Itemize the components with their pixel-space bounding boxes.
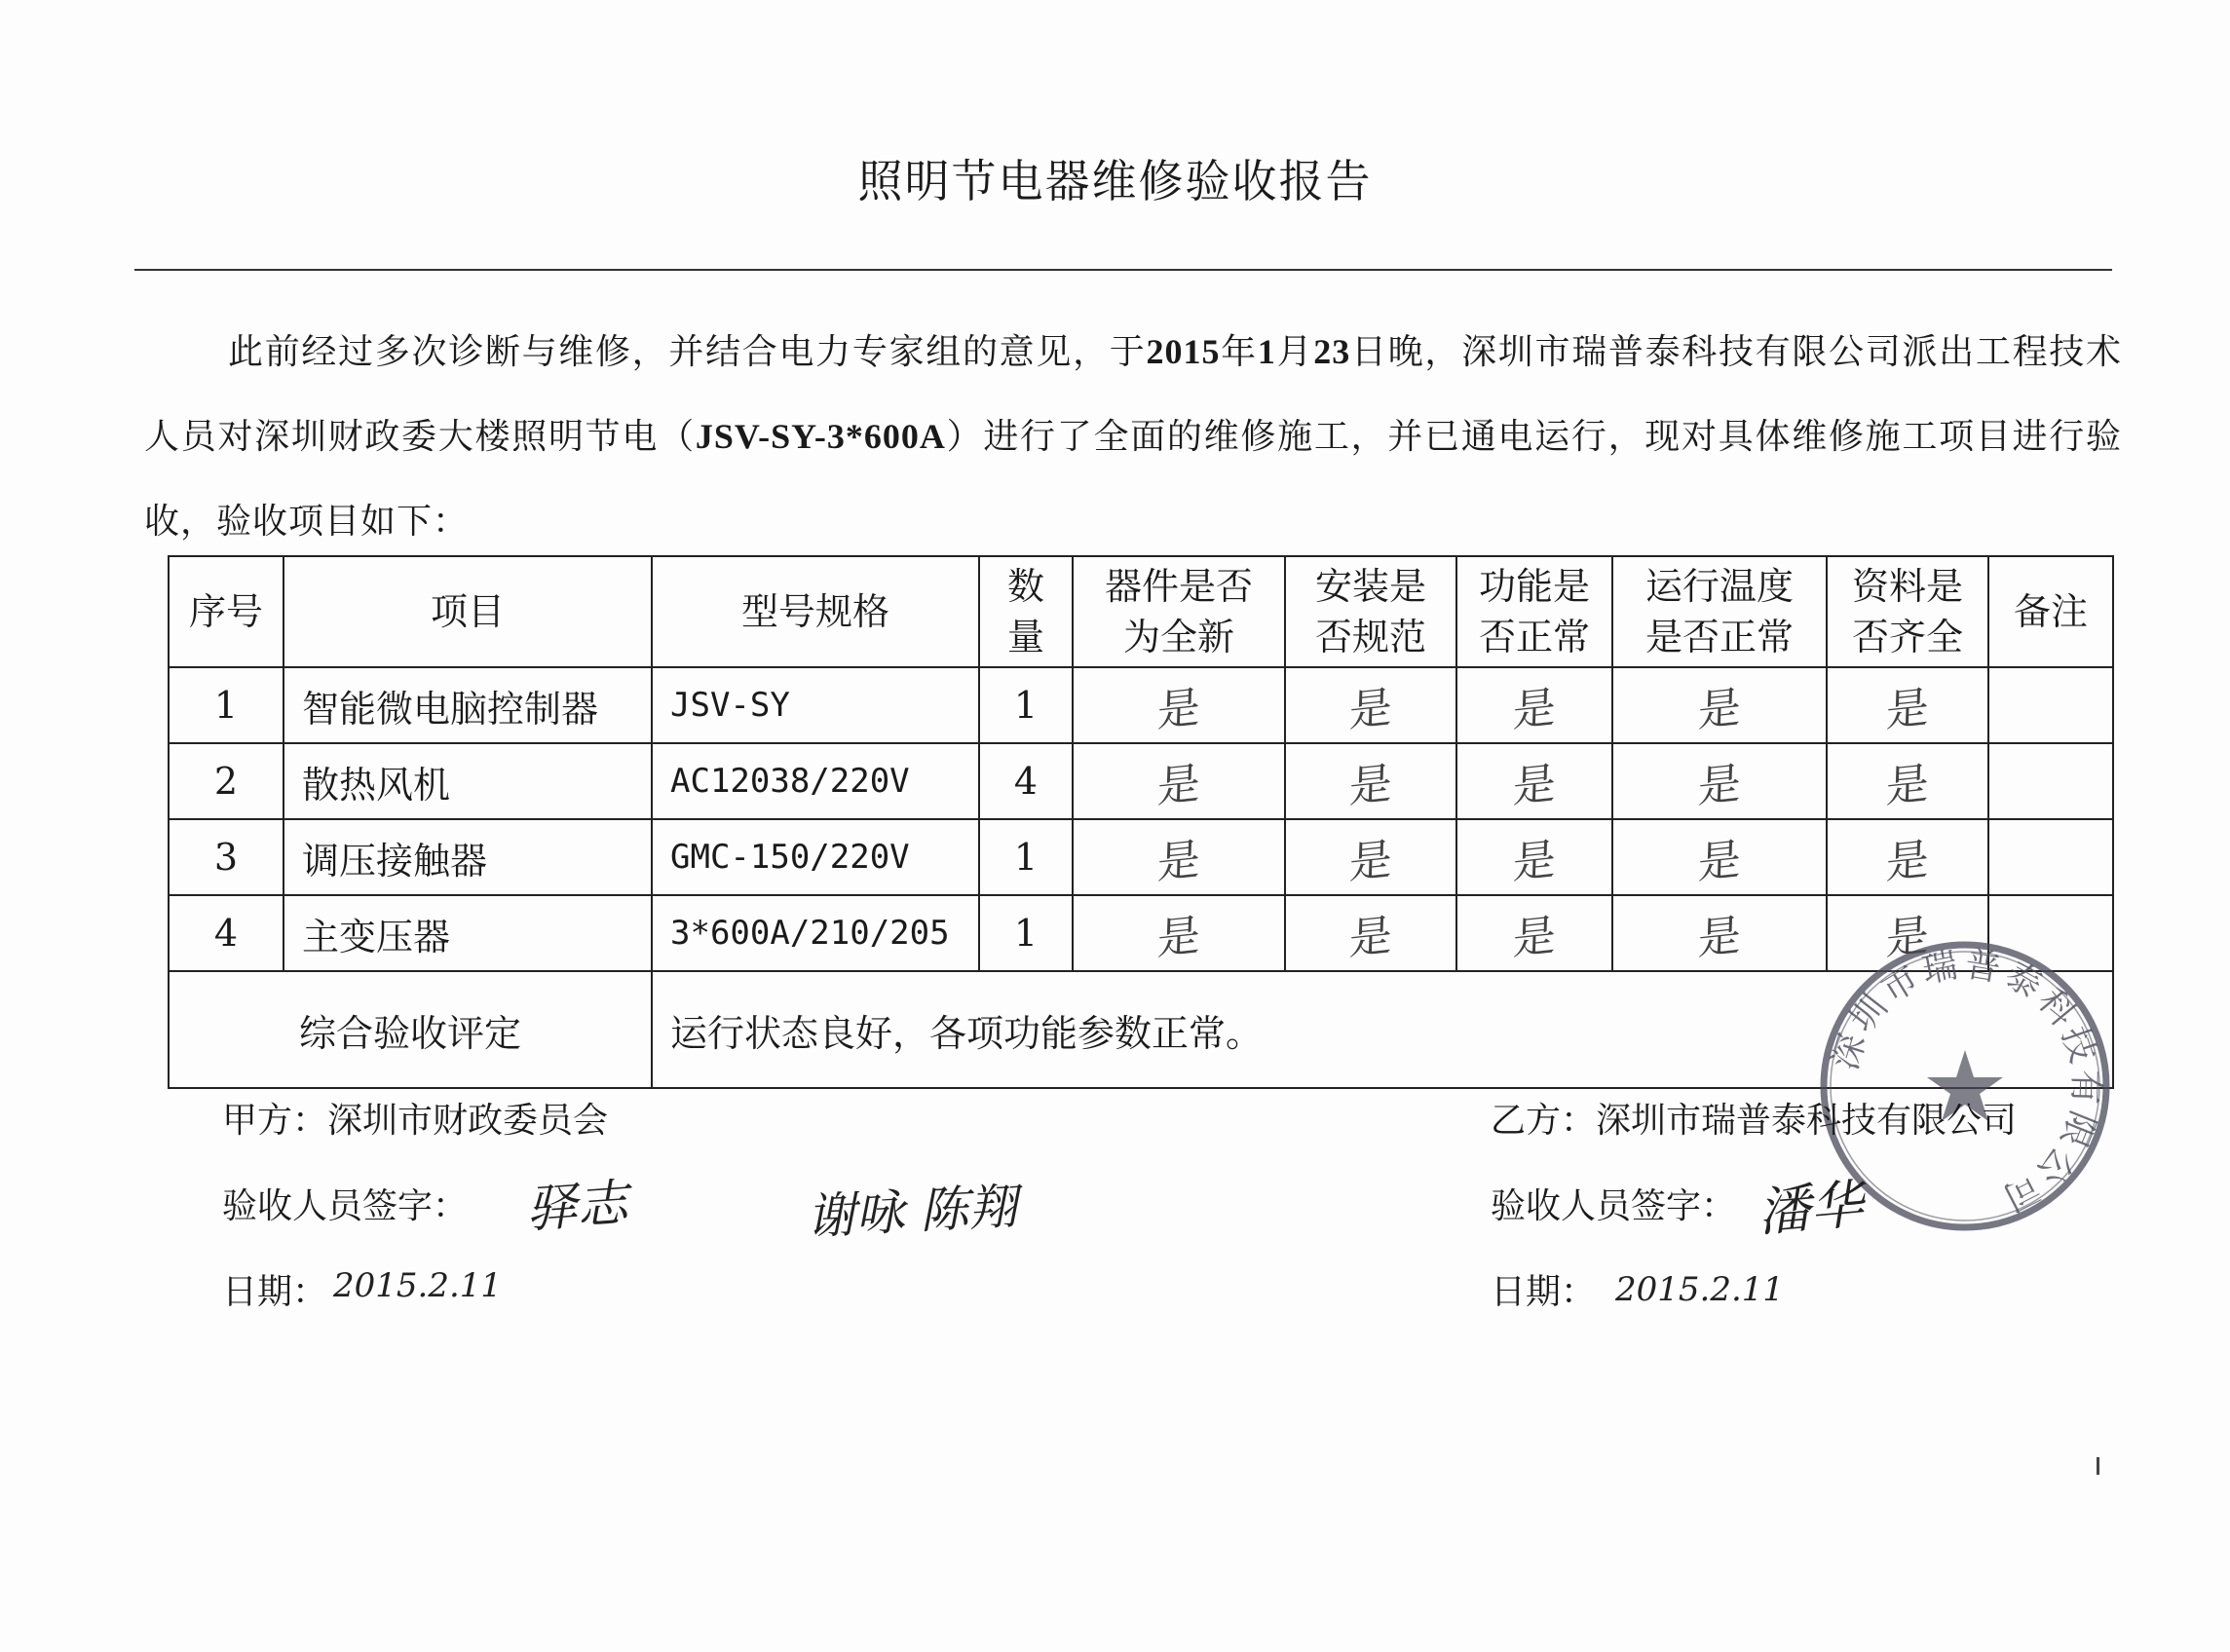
header-func-line2: 否正常 — [1478, 616, 1590, 658]
check-install: 是 — [1348, 758, 1393, 813]
header-item: 项目 — [283, 556, 652, 667]
row-model: AC12038/220V — [652, 743, 979, 819]
row-remark — [1988, 667, 2113, 743]
party-a-date-label: 日期： — [222, 1272, 328, 1312]
header-remark: 备注 — [1988, 556, 2113, 667]
header-new — [1073, 556, 1285, 667]
header-install — [1285, 556, 1456, 667]
row-qty: 4 — [979, 743, 1073, 819]
intro-part1: 此前经过多次诊断与维修，并结合电力专家组的意见，于 — [228, 332, 1147, 372]
party-b-signature: 潘华 — [1755, 1173, 1866, 1244]
intro-day-unit: 日晚，深圳市瑞普泰科技有限公司派出工程技术人员对深圳财政委大楼照明节电（ — [144, 332, 2122, 457]
row-index: 1 — [169, 667, 283, 743]
header-install-line2: 否规范 — [1314, 616, 1426, 658]
check-new: 是 — [1156, 758, 1201, 813]
check-docs: 是 — [1885, 682, 1930, 737]
header-new-line1: 器件是否 — [1104, 565, 1253, 608]
row-qty: 1 — [979, 667, 1073, 743]
row-qty: 1 — [979, 895, 1073, 971]
check-func: 是 — [1512, 758, 1557, 813]
party-a-signature-2: 谢咏 陈翔 — [805, 1178, 1019, 1246]
row-remark — [1988, 819, 2113, 895]
seal-text: 深圳市瑞普泰科技有限公司 — [1825, 944, 2106, 1220]
intro-day: 23 — [1313, 332, 1351, 371]
row-item: 主变压器 — [283, 895, 652, 971]
table-header-row — [169, 556, 2113, 667]
header-qty — [979, 556, 1073, 667]
page-mark — [2097, 1457, 2099, 1475]
row-qty: 1 — [979, 819, 1073, 895]
row-index: 2 — [169, 743, 283, 819]
row-remark — [1988, 743, 2113, 819]
check-docs: 是 — [1885, 910, 1930, 965]
party-b-label: 乙方：深圳市瑞普泰科技有限公司 — [1491, 1101, 2018, 1141]
header-install-line1: 安装是 — [1314, 565, 1426, 608]
check-install: 是 — [1348, 682, 1393, 737]
check-docs: 是 — [1885, 758, 1930, 813]
table-row — [169, 743, 2113, 819]
intro-model: JSV-SY-3*600A — [695, 417, 946, 456]
header-temp-line2: 是否正常 — [1644, 616, 1794, 658]
header-qty-line2: 量 — [1006, 616, 1044, 658]
header-temp-line1: 运行温度 — [1644, 565, 1794, 608]
intro-paragraph — [144, 310, 2122, 564]
header-docs-line2: 否齐全 — [1851, 616, 1963, 658]
check-docs: 是 — [1885, 834, 1930, 889]
party-b-signer-label: 验收人员签字： — [1491, 1186, 1737, 1226]
party-a-signer-label: 验收人员签字： — [222, 1186, 469, 1226]
table-row — [169, 819, 2113, 895]
header-qty-line1: 数 — [1006, 565, 1044, 608]
party-a-date: 2015.2.11 — [333, 1266, 503, 1305]
party-b-date-label: 日期： — [1491, 1272, 1597, 1312]
check-new: 是 — [1156, 910, 1201, 965]
table-row — [169, 667, 2113, 743]
header-new-line2: 为全新 — [1122, 616, 1234, 658]
check-temp: 是 — [1697, 834, 1742, 889]
check-func: 是 — [1512, 682, 1557, 737]
intro-month-unit: 月 — [1275, 332, 1314, 372]
header-docs-line1: 资料是 — [1851, 565, 1963, 608]
intro-month: 1 — [1257, 332, 1276, 371]
party-b-date: 2015.2.11 — [1615, 1270, 1785, 1309]
header-func — [1456, 556, 1612, 667]
title-divider — [134, 269, 2112, 271]
row-model: 3*600A/210/205 — [652, 895, 979, 971]
header-docs — [1827, 556, 1988, 667]
header-model: 型号规格 — [652, 556, 979, 667]
row-item: 散热风机 — [283, 743, 652, 819]
summary-label: 综合验收评定 — [169, 971, 652, 1088]
header-index: 序号 — [169, 556, 283, 667]
intro-year-unit: 年 — [1220, 332, 1258, 372]
party-a-label: 甲方：深圳市财政委员会 — [222, 1101, 609, 1141]
header-func-line1: 功能是 — [1478, 565, 1590, 608]
row-index: 4 — [169, 895, 283, 971]
intro-part2: ）进行了全面的维修施工，并已通电运行，现对具体维修施工项目进行验收，验收项目如下： — [144, 417, 2122, 542]
check-func: 是 — [1512, 910, 1557, 965]
summary-value: 运行状态良好，各项功能参数正常。 — [652, 971, 2113, 1088]
party-a-signature-1: 驿志 — [524, 1174, 630, 1240]
check-temp: 是 — [1697, 910, 1742, 965]
check-temp: 是 — [1697, 682, 1742, 737]
row-item: 调压接触器 — [283, 819, 652, 895]
row-item: 智能微电脑控制器 — [283, 667, 652, 743]
row-model: GMC-150/220V — [652, 819, 979, 895]
intro-year: 2015 — [1146, 332, 1221, 371]
check-func: 是 — [1512, 834, 1557, 889]
check-temp: 是 — [1697, 758, 1742, 813]
check-install: 是 — [1348, 834, 1393, 889]
report-title: 照明节电器维修验收报告 — [857, 155, 1373, 207]
check-new: 是 — [1156, 682, 1201, 737]
row-model: JSV-SY — [652, 667, 979, 743]
header-temp — [1612, 556, 1827, 667]
row-index: 3 — [169, 819, 283, 895]
check-install: 是 — [1348, 910, 1393, 965]
check-new: 是 — [1156, 834, 1201, 889]
